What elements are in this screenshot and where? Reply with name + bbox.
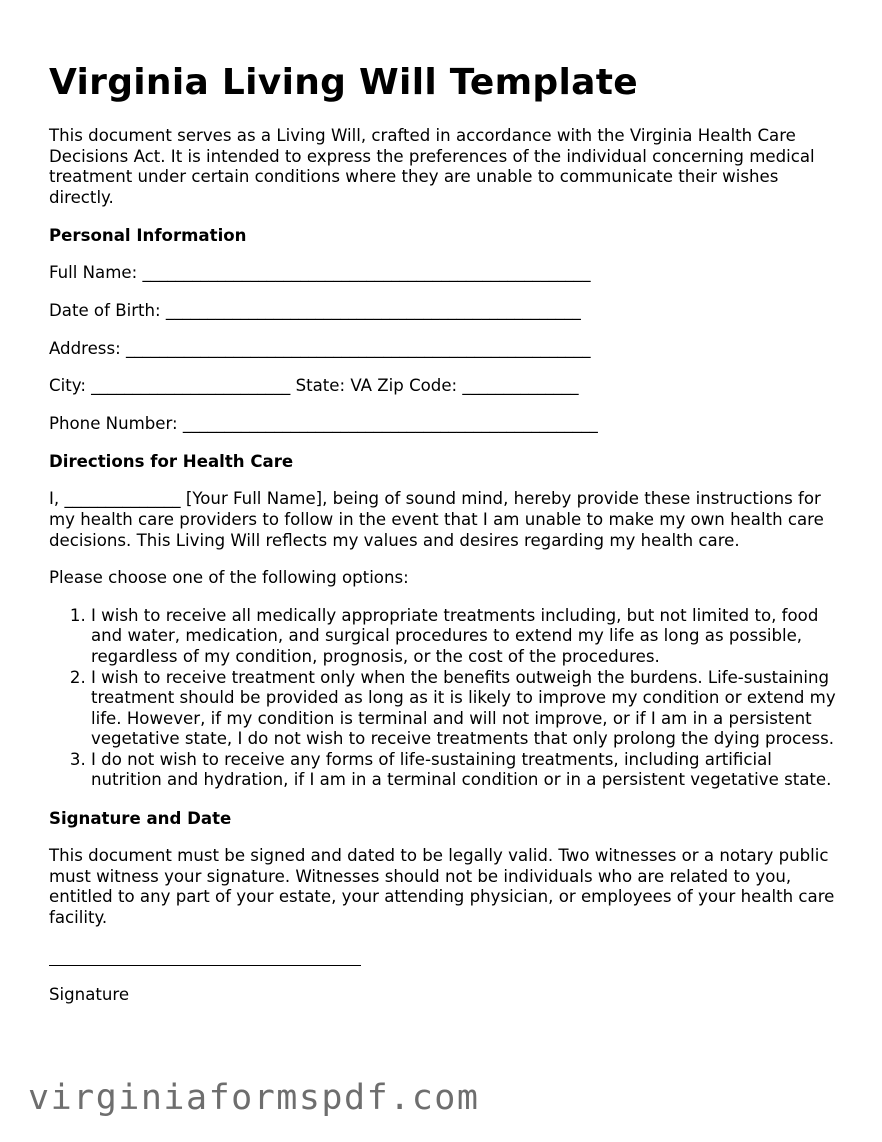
phone-field: Phone Number: __________________________________________________ bbox=[49, 413, 598, 433]
city-state-zip-field: City: ________________________ State: VA Zip Code: ______________ bbox=[49, 376, 579, 396]
document-page bbox=[49, 58, 839, 1006]
directions-statement: I, ______________ [Your Full Name], being of sound mind, hereby provide these instructions for my health care providers to follow in the event that I am unable to make my own health care decisions. This Living Will reflects my values and desires regarding my health care. bbox=[49, 489, 824, 550]
options-list bbox=[49, 606, 839, 791]
option-item: 3. I do not wish to receive any forms of life-sustaining treatments, including artificial nutrition and hydration, if I am in a terminal condition or in a persistent vegetative state. bbox=[91, 750, 839, 791]
dob-field: Date of Birth: __________________________________________________ bbox=[49, 300, 581, 320]
watermark-footer: virginiaformspdf.com bbox=[28, 1078, 480, 1118]
signature-heading: Signature and Date bbox=[49, 809, 232, 829]
signature-text: This document must be signed and dated to be legally valid. Two witnesses or a notary public must witness your signature. Witnesses should not be individuals who are related to you, entitled to any part of your estate, your attending physician, or employees of your health care facility. bbox=[49, 846, 835, 927]
personal-info-heading: Personal Information bbox=[49, 226, 247, 246]
intro-paragraph: This document serves as a Living Will, crafted in accordance with the Virginia Health Care Decisions Act. It is intended to express the preferences of the individual concerning medical treatment under certain conditions where they are unable to communicate their wishes directly. bbox=[49, 126, 815, 207]
address-field: Address: ________________________________________________________ bbox=[49, 338, 591, 358]
signature-line bbox=[49, 965, 361, 966]
directions-heading: Directions for Health Care bbox=[49, 452, 294, 472]
full-name-field: Full Name: ______________________________________________________ bbox=[49, 263, 591, 283]
choose-prompt: Please choose one of the following options: bbox=[49, 568, 409, 588]
option-item: 1. I wish to receive all medically appropriate treatments including, but not limited to, food and water, medication, and surgical procedures to extend my life as long as possible, regardless of my condition, prognosis, or the cost of the procedures. bbox=[91, 606, 839, 668]
option-item: 2. I wish to receive treatment only when the benefits outweigh the burdens. Life-sustaining treatment should be provided as long as it is likely to improve my condition or extend my life. However, if my condition is terminal and will not improve, or if I am in a persistent vegetative state, I do not wish to receive treatments that only prolong the dying process. bbox=[91, 668, 839, 750]
page-title: Virginia Living Will Template bbox=[49, 62, 638, 103]
signature-label: Signature bbox=[49, 985, 130, 1005]
